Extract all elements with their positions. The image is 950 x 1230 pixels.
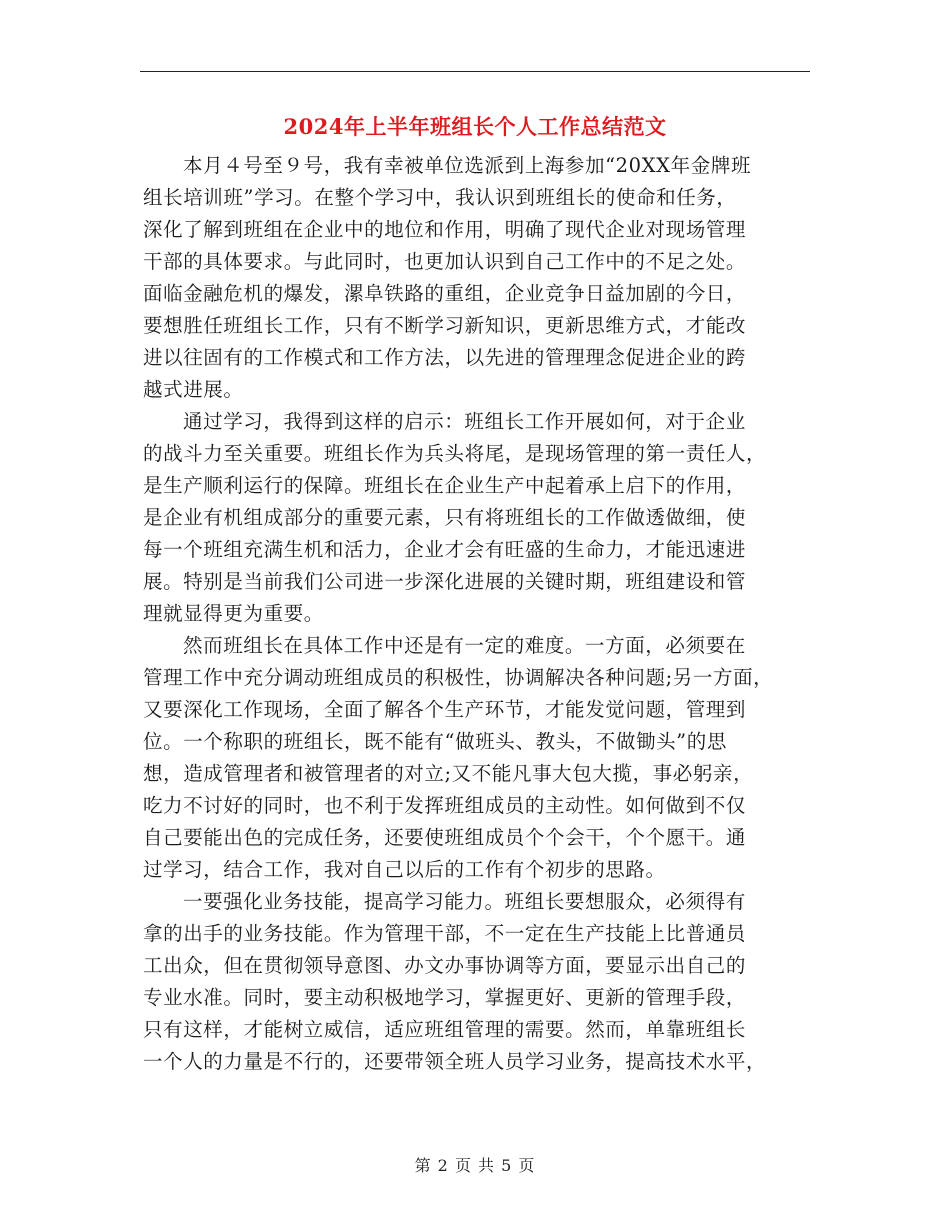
text-line: 干部的具体要求。与此同时，也更加认识到自己工作中的不足之处。 — [143, 250, 747, 273]
text-line: 想，造成管理者和被管理者的对立;又不能凡事大包大揽，事必躬亲， — [143, 762, 754, 785]
text-line: 深化了解到班组在企业中的地位和作用，明确了现代企业对现场管理 — [143, 218, 747, 241]
text-line: 展。特别是当前我们公司进一步深化进展的关键时期，班组建设和管 — [143, 570, 747, 593]
text-line: 通过学习，我得到这样的启示：班组长工作开展如何，对于企业 — [183, 410, 746, 433]
text-line: 的战斗力至关重要。班组长作为兵头将尾，是现场管理的第一责任人， — [143, 442, 767, 465]
text-line: 专业水准。同时，要主动积极地学习，掌握更好、更新的管理手段， — [143, 986, 747, 1009]
text-line: 越式进展。 — [143, 378, 244, 401]
text-line: 一要强化业务技能，提高学习能力。班组长要想服众，必须得有 — [183, 890, 746, 913]
paragraph-4 — [143, 886, 811, 1078]
text-line: 每一个班组充满生机和活力，企业才会有旺盛的生命力，才能迅速进 — [143, 538, 747, 561]
header-rule — [140, 71, 810, 72]
text-line: 吃力不讨好的同时，也不利于发挥班组成员的主动性。如何做到不仅 — [143, 794, 747, 817]
paragraph-3 — [143, 630, 811, 886]
text-line: 拿的出手的业务技能。作为管理干部，不一定在生产技能上比普通员 — [143, 922, 747, 945]
text-line: 是企业有机组成部分的重要元素，只有将班组长的工作做透做细，使 — [143, 506, 747, 529]
text-line: 组长培训班”学习。在整个学习中，我认识到班组长的使命和任务， — [143, 186, 737, 209]
text-line: 工出众，但在贯彻领导意图、办文办事协调等方面，要显示出自己的 — [143, 954, 747, 977]
text-line: 是生产顺利运行的保障。班组长在企业生产中起着承上启下的作用， — [143, 474, 747, 497]
text-line: 进以往固有的工作模式和工作方法，以先进的管理理念促进企业的跨 — [143, 346, 747, 369]
text-line: 一个人的力量是不行的，还要带领全班人员学习业务，提高技术水平， — [143, 1050, 767, 1073]
text-line: 然而班组长在具体工作中还是有一定的难度。一方面，必须要在 — [183, 634, 746, 657]
text-line: 位。一个称职的班组长，既不能有“做班头、教头，不做锄头”的思 — [143, 730, 727, 753]
text-line: 过学习，结合工作，我对自己以后的工作有个初步的思路。 — [143, 858, 666, 881]
text-line: 面临金融危机的爆发，漯阜铁路的重组，企业竞争日益加剧的今日， — [143, 282, 747, 305]
text-line: 只有这样，才能树立威信，适应班组管理的需要。然而，单靠班组长 — [143, 1018, 747, 1041]
text-line: 理就显得更为重要。 — [143, 602, 324, 625]
document-body — [143, 150, 811, 1078]
text-line: 自己要能出色的完成任务，还要使班组成员个个会干，个个愿干。通 — [143, 826, 747, 849]
text-line: 管理工作中充分调动班组成员的积极性，协调解决各种问题;另一方面， — [143, 666, 774, 689]
paragraph-1 — [143, 150, 811, 406]
paragraph-2 — [143, 406, 811, 630]
document-title: 2024年上半年班组长个人工作总结范文 — [283, 114, 667, 139]
page-footer: 第 2 页 共 5 页 — [414, 1156, 536, 1175]
text-line: 要想胜任班组长工作，只有不断学习新知识，更新思维方式，才能改 — [143, 314, 747, 337]
text-line: 本月４号至９号，我有幸被单位选派到上海参加“20XX年金牌班 — [183, 154, 752, 177]
text-line: 又要深化工作现场，全面了解各个生产环节，才能发觉问题，管理到 — [143, 698, 747, 721]
